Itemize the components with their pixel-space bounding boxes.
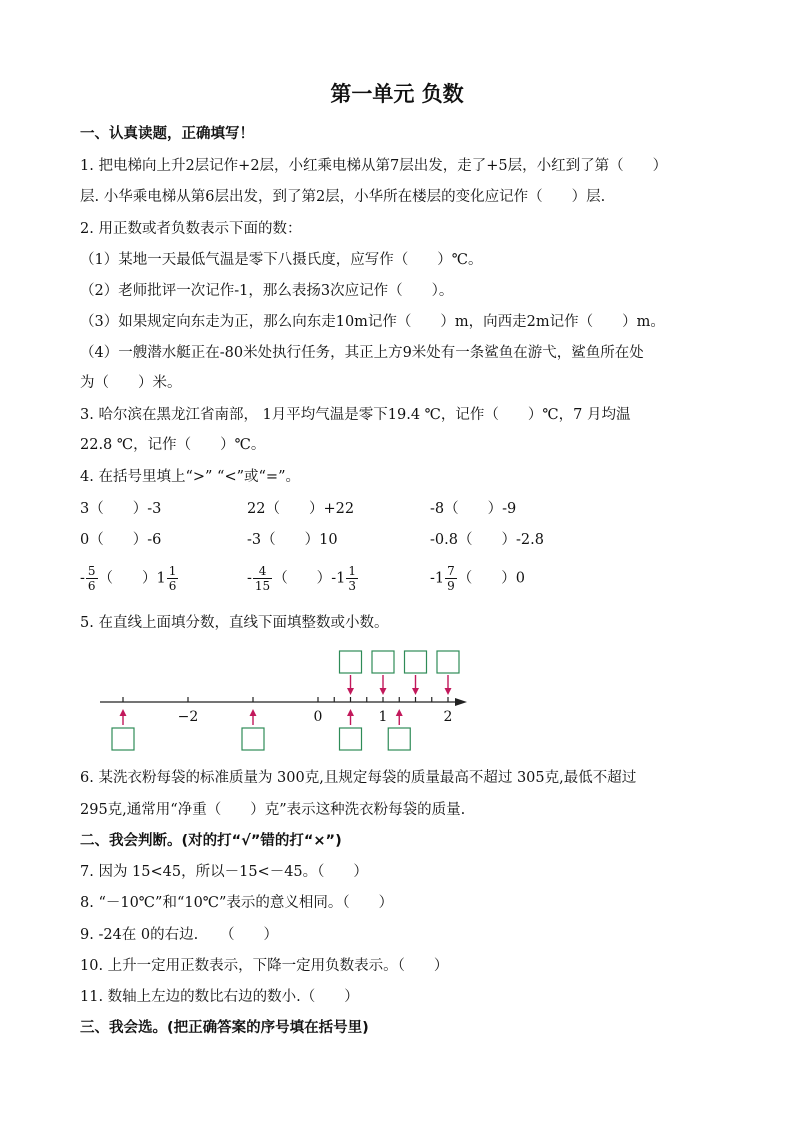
fraction: $\frac{1}{6}$ <box>168 564 177 593</box>
q4-item-9: -1 $\frac{7}{9}$ （ ）0 <box>430 564 526 593</box>
arrowhead-up <box>347 709 354 716</box>
answer-box-top <box>372 651 394 673</box>
q3-line2: 22.8 ℃，记作（ ）℃。 <box>80 437 266 453</box>
arrowhead-up <box>250 709 257 716</box>
answer-box-top <box>405 651 427 673</box>
q4-item-4: 0（ ）-6 <box>80 532 162 548</box>
q10-text: 10. 上升一定用正数表示，下降一定用负数表示。（ ） <box>80 958 449 974</box>
q2-text: 2. 用正数或者负数表示下面的数： <box>80 221 302 237</box>
q2-part3: （3）如果规定向东走为正，那么向东走10m记作（ ）m，向西走2m记作（ ）m。 <box>80 314 665 330</box>
section2-heading: 二、我会判断。(对的打“√”错的打“×”) <box>80 833 342 849</box>
arrowhead-down <box>380 688 387 695</box>
q11-text: 11. 数轴上左边的数比右边的数小.（ ） <box>80 989 359 1005</box>
q4-text: 4. 在括号里填上“>” “<”或“=”。 <box>80 469 300 485</box>
tick-label: 1 <box>378 709 388 725</box>
q4-item-1: 3（ ）-3 <box>80 501 162 517</box>
q3-line1: 3. 哈尔滨在黑龙江省南部， 1月平均气温是零下19.4 ℃，记作（ ）℃，7 月均温 <box>80 407 631 423</box>
answer-box-bottom <box>388 728 410 750</box>
q6-line1: 6. 某洗衣粉每袋的标准质量为 300克,且规定每袋的质量最高不超过 305克,最低不超过 <box>80 770 637 786</box>
q1-line1: 1. 把电梯向上升2层记作+2层，小红乘电梯从第7层出发，走了+5层，小红到了第（ ） <box>80 158 668 174</box>
q7-text: 7. 因为 15<45，所以－15<－45。（ ） <box>80 864 368 880</box>
fraction: $\frac{7}{9}$ <box>447 564 455 593</box>
tick-label: 0 <box>313 709 323 725</box>
q2-part1: （1）某地一天最低气温是零下八摄氏度，应写作（ ）℃。 <box>80 252 483 268</box>
section1-heading: 一、认真读题，正确填写！ <box>80 126 254 142</box>
q4-item-8: - $\frac{4}{15}$ （ ）-1 $\frac{1}{3}$ <box>247 564 356 593</box>
q4-item-2: 22（ ）+22 <box>247 501 355 517</box>
arrowhead-up <box>396 709 403 716</box>
fraction: $\frac{5}{6}$ <box>87 564 96 593</box>
q2-part4-line1: （4）一艘潜水艇正在-80米处执行任务，其正上方9米处有一条鲨鱼在游弋，鲨鱼所在处 <box>80 345 644 361</box>
arrowhead-down <box>445 688 452 695</box>
arrowhead-up <box>120 709 127 716</box>
q4-item-7: - $\frac{5}{6}$ （ ）1 $\frac{1}{6}$ <box>80 564 177 593</box>
answer-box-top <box>340 651 362 673</box>
answer-box-bottom <box>112 728 134 750</box>
tick-label: 2 <box>443 709 453 725</box>
number-line <box>95 645 495 755</box>
q5-text: 5. 在直线上面填分数，直线下面填整数或小数。 <box>80 615 389 631</box>
q2-part2: （2）老师批评一次记作-1，那么表扬3次应记作（ ）。 <box>80 283 454 299</box>
fraction: $\frac{4}{15}$ <box>254 564 271 593</box>
arrowhead-down <box>412 688 419 695</box>
axis-arrowhead <box>455 698 467 706</box>
tick-label: −2 <box>177 709 199 725</box>
arrowhead-down <box>347 688 354 695</box>
q2-part4-line2: 为（ ）米。 <box>80 375 182 391</box>
q1-line2: 层. 小华乘电梯从第6层出发，到了第2层，小华所在楼层的变化应记作（ ）层. <box>80 189 606 205</box>
q6-line2: 295克,通常用“净重（ ）克”表示这种洗衣粉每袋的质量. <box>80 802 466 818</box>
section3-heading: 三、我会选。(把正确答案的序号填在括号里) <box>80 1020 369 1036</box>
page-title: 第一单元 负数 <box>330 82 464 106</box>
answer-box-bottom <box>242 728 264 750</box>
q8-text: 8. “－10℃”和“10℃”表示的意义相同。（ ） <box>80 895 394 911</box>
q4-item-6: -0.8（ ）-2.8 <box>430 532 544 548</box>
answer-box-top <box>437 651 459 673</box>
fraction: $\frac{1}{3}$ <box>348 564 356 593</box>
q4-item-5: -3（ ）10 <box>247 532 338 548</box>
q4-item-3: -8（ ）-9 <box>430 501 517 517</box>
answer-box-bottom <box>340 728 362 750</box>
q9-text: 9. -24在 0的右边. （ ） <box>80 927 278 943</box>
